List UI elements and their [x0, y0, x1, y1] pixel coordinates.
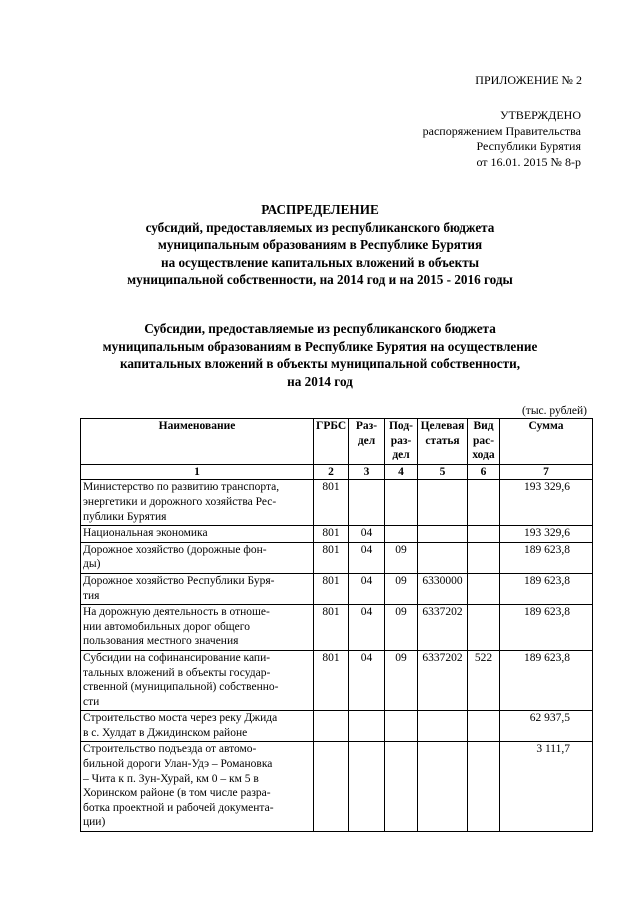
cell-razdel: 04: [349, 526, 385, 543]
header-celevaya: [418, 419, 468, 465]
cell-razdel: 04: [349, 542, 385, 573]
cell-vid: [468, 542, 500, 573]
title-line: субсидий, предоставляемых из республиканского бюджета: [145, 219, 495, 235]
cell-podrazdel: 09: [385, 605, 418, 651]
header-text-line: Сумма: [528, 420, 564, 432]
cell-celevaya: [418, 711, 468, 742]
cell-celevaya: [418, 742, 468, 832]
cell-podrazdel: 09: [385, 650, 418, 710]
cell-grbs: [314, 742, 349, 832]
row-name-cell: [81, 542, 314, 573]
row-name-line: ственной (муниципальной) собственно-: [83, 681, 279, 694]
column-number: 4: [385, 464, 418, 480]
header-text-line: Наименование: [158, 420, 236, 432]
row-name-line: публики Бурятия: [83, 510, 167, 523]
cell-vid: [468, 742, 500, 832]
row-name-line: Хоринском районе (в том числе разра-: [83, 787, 271, 800]
table-row: [81, 542, 593, 573]
title-line: РАСПРЕДЕЛЕНИЕ: [261, 202, 379, 217]
title-line: муниципальным образованиям в Республике Бурятия: [157, 237, 483, 253]
cell-razdel: [349, 711, 385, 742]
units-note: (тыс. рублей): [521, 405, 587, 417]
cell-razdel: [349, 742, 385, 832]
cell-vid: [468, 605, 500, 651]
row-name-line: пользования местного значения: [83, 635, 239, 648]
cell-celevaya: [418, 542, 468, 573]
header-text-line: дел: [392, 449, 410, 462]
title-line: на осуществление капитальных вложений в объекты: [160, 254, 480, 270]
cell-razdel: [349, 480, 385, 526]
row-name-cell: [81, 711, 314, 742]
cell-grbs: 801: [314, 605, 349, 651]
cell-razdel: 04: [349, 650, 385, 710]
cell-celevaya: 6330000: [418, 573, 468, 604]
row-name-line: тия: [83, 589, 100, 602]
row-name-line: Дорожное хозяйство (дорожные фон-: [83, 543, 267, 556]
cell-podrazdel: [385, 711, 418, 742]
cell-vid: [468, 711, 500, 742]
cell-grbs: 801: [314, 573, 349, 604]
cell-grbs: 801: [314, 526, 349, 543]
header-text-line: рас-: [472, 434, 495, 447]
header-text-line: раз-: [390, 434, 412, 447]
row-name-line: энергетики и дорожного хозяйства Рес-: [83, 495, 277, 508]
row-name-line: ботка проектной и рабочей документа-: [83, 801, 274, 814]
header-text-line: ГРБС: [316, 420, 347, 432]
cell-summa: 189 623,8: [500, 605, 593, 651]
row-name-cell: [81, 573, 314, 604]
row-name-line: тальных вложений в объекты государ-: [83, 666, 271, 679]
column-number: 1: [81, 464, 314, 480]
cell-vid: [468, 480, 500, 526]
section-subtitle: [0, 320, 640, 390]
column-number: 2: [314, 464, 349, 480]
row-name-line: – Чита к п. Зун-Хурай, км 0 – км 5 в: [83, 772, 259, 785]
cell-celevaya: [418, 526, 468, 543]
table-row: [81, 480, 593, 526]
approval-line: распоряжением Правительства: [422, 123, 581, 138]
row-name-line: Субсидии на софинансирование капи-: [83, 651, 271, 664]
subsidy-table: [80, 418, 593, 832]
cell-podrazdel: [385, 742, 418, 832]
approval-line: от 16.01. 2015 № 8-р: [476, 154, 581, 169]
subtitle-line: на 2014 год: [287, 373, 353, 389]
cell-podrazdel: 09: [385, 542, 418, 573]
cell-summa: 3 111,7: [500, 742, 593, 832]
cell-razdel: 04: [349, 605, 385, 651]
cell-summa: 189 623,8: [500, 650, 593, 710]
approval-line: Республики Бурятия: [476, 139, 581, 153]
row-name-line: Министерство по развитию транспорта,: [83, 481, 280, 494]
title-line: муниципальной собственности, на 2014 год и на 2015 - 2016 годы: [127, 272, 513, 288]
row-name-line: нии автомобильных дорог общего: [83, 620, 250, 633]
row-name-line: в с. Хулдат в Джидинском районе: [83, 726, 248, 739]
row-name-line: бильной дороги Улан-Удэ – Романовка: [83, 758, 273, 771]
document-title: [0, 201, 640, 289]
approval-stamp: [423, 108, 581, 170]
row-name-cell: [81, 480, 314, 526]
cell-grbs: 801: [314, 542, 349, 573]
header-row: [81, 419, 593, 465]
row-name-line: Строительство подъезда от автомо-: [83, 743, 257, 756]
row-name-cell: [81, 526, 314, 543]
header-text-line: Раз-: [355, 420, 378, 432]
cell-summa: 189 623,8: [500, 542, 593, 573]
table-row: [81, 573, 593, 604]
cell-podrazdel: 09: [385, 573, 418, 604]
cell-vid: [468, 526, 500, 543]
cell-summa: 62 937,5: [500, 711, 593, 742]
row-name-line: Дорожное хозяйство Республики Буря-: [83, 574, 275, 587]
appendix-label: ПРИЛОЖЕНИЕ № 2: [475, 73, 582, 87]
row-name-cell: [81, 742, 314, 832]
header-summa: [500, 419, 593, 465]
header-name: [81, 419, 314, 465]
column-number-row: [81, 464, 593, 480]
header-grbs: [314, 419, 349, 465]
cell-grbs: 801: [314, 480, 349, 526]
cell-summa: 193 329,6: [500, 480, 593, 526]
row-name-line: ды): [83, 558, 101, 571]
cell-vid: [468, 573, 500, 604]
header-text-line: хода: [472, 449, 495, 462]
row-name-line: Строительство моста через реку Джида: [83, 712, 278, 725]
cell-summa: 193 329,6: [500, 526, 593, 543]
column-number: 6: [468, 464, 500, 480]
table-row: [81, 742, 593, 832]
column-number: 5: [418, 464, 468, 480]
cell-razdel: 04: [349, 573, 385, 604]
header-razdel: [349, 419, 385, 465]
column-number: 7: [500, 464, 593, 480]
cell-summa: 189 623,8: [500, 573, 593, 604]
row-name-line: Национальная экономика: [83, 527, 208, 540]
table-row: [81, 711, 593, 742]
approval-line: УТВЕРЖДЕНО: [499, 108, 581, 122]
cell-podrazdel: [385, 480, 418, 526]
header-text-line: Вид: [473, 420, 494, 432]
table-row: [81, 650, 593, 710]
table-row: [81, 605, 593, 651]
cell-grbs: [314, 711, 349, 742]
table-row: [81, 526, 593, 543]
row-name-line: ции): [83, 816, 106, 829]
header-text-line: Под-: [388, 420, 413, 432]
cell-celevaya: [418, 480, 468, 526]
row-name-cell: [81, 605, 314, 651]
cell-grbs: 801: [314, 650, 349, 710]
column-number: 3: [349, 464, 385, 480]
subtitle-line: Субсидии, предоставляемые из республиканского бюджета: [144, 321, 496, 336]
header-vid: [468, 419, 500, 465]
header-text-line: Целевая: [420, 420, 465, 432]
cell-vid: 522: [468, 650, 500, 710]
subtitle-line: муниципальным образованиям в Республике Бурятия на осуществление: [102, 338, 538, 354]
row-name-cell: [81, 650, 314, 710]
header-podrazdel: [385, 419, 418, 465]
subtitle-line: капитальных вложений в объекты муниципальной собственности,: [119, 356, 521, 372]
cell-celevaya: 6337202: [418, 650, 468, 710]
header-text-line: статья: [425, 434, 460, 447]
cell-celevaya: 6337202: [418, 605, 468, 651]
cell-podrazdel: [385, 526, 418, 543]
row-name-line: сти: [83, 695, 100, 708]
row-name-line: На дорожную деятельность в отноше-: [83, 606, 270, 619]
header-text-line: дел: [357, 434, 376, 447]
